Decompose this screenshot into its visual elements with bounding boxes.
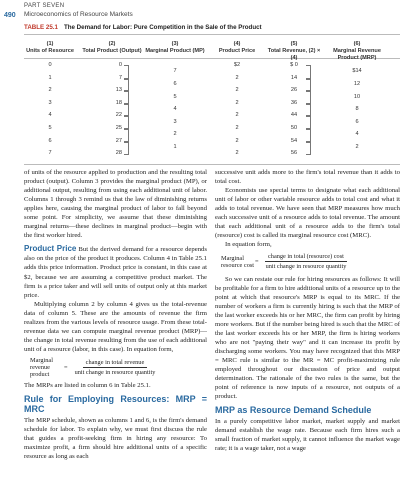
paragraph: The MRPs are listed in column 6 in Table 25.1. xyxy=(24,381,151,389)
table-cell: 2 xyxy=(235,99,239,106)
table-caption: The Demand for Labor: Pure Competition in the Sale of the Product xyxy=(63,24,262,31)
column-title: Units of Resource xyxy=(26,48,74,54)
table-cell: 4 xyxy=(48,112,52,119)
column-title: Marginal Revenue Product (MRP) xyxy=(333,48,381,61)
table-cell: 2 xyxy=(235,150,239,157)
column-header xyxy=(264,41,324,62)
table-cell: 2 xyxy=(48,87,52,94)
table-cell: 18 xyxy=(115,99,122,106)
equation-denominator: unit change in resource quantity xyxy=(74,368,156,376)
column-title: Marginal Product (MP) xyxy=(145,48,205,54)
column-number: (3) xyxy=(171,41,179,47)
table-cell: 3 xyxy=(173,118,177,125)
table-cell: 6 xyxy=(48,137,52,144)
row-bracket xyxy=(306,141,311,156)
column-header xyxy=(327,41,387,62)
paragraph: But the derived demand for a resource depends also on the price of the product it produces. Column 4 in Table 25.1 adds this price information. Product price is constant, in this case at $2, because we are assuming a competitive product market. The firm is a price taker and will sell units of output only at this market price. xyxy=(24,246,207,299)
heading-product-price: Product Price xyxy=(24,244,77,254)
equation-equals: = xyxy=(64,363,68,371)
table-cell: 10 xyxy=(353,93,361,100)
mrp-equation xyxy=(30,357,207,378)
table-cell: 2 xyxy=(173,131,177,138)
table-cell: 7 xyxy=(173,68,177,75)
table-cell: 2 xyxy=(235,87,239,94)
equation-equals: = xyxy=(255,258,259,266)
table-cell: 28 xyxy=(115,150,122,157)
table-cell: $2 xyxy=(233,62,241,68)
table-cell: $14 xyxy=(352,68,362,75)
column-number: (1) xyxy=(46,41,54,47)
table-cell: 5 xyxy=(173,93,177,100)
table-cell: 7 xyxy=(118,74,122,81)
table-cell: 36 xyxy=(290,99,298,106)
section-subtitle: Microeconomics of Resource Markets xyxy=(24,11,133,18)
paragraph: In equation form, xyxy=(225,241,272,249)
table-cell: 5 xyxy=(48,125,52,131)
heading-rule-for-employing: Rule for Employing Resources: MRP = MRC xyxy=(24,393,207,414)
table-cell: $ 0 xyxy=(290,62,298,68)
table-bottom-rule xyxy=(24,164,400,165)
column-header xyxy=(20,41,80,55)
table-cell: 2 xyxy=(235,112,239,119)
equation-numerator: change in total revenue xyxy=(83,358,148,368)
equation-numerator: change in total (resource) cost xyxy=(265,252,347,262)
column-number: (5) xyxy=(290,41,298,47)
table-cell: 56 xyxy=(290,150,298,157)
paragraph: of units of the resource applied to production and the resulting total product (output). Column 3 provides the marginal product (MP), or additional output, resulting from using each additional unit of labor. Columns 1 through 3 remind us that the law of diminishing returns applies here, causing the marginal product of labor to fall beyond some point. For simplicity, we assume that these diminishing marginal returns—these declines in marginal product—begin with the first worker hired. xyxy=(24,169,207,240)
column-number: (2) xyxy=(108,41,116,47)
table-cell: 13 xyxy=(115,87,122,94)
column-title: Product Price xyxy=(218,48,256,54)
column-number: (4) xyxy=(233,41,241,47)
table-cell: 26 xyxy=(290,87,298,94)
paragraph: In a purely competitive labor market, market supply and market demand establish the wage rate. Because each firm hires such a small fraction of market supply, it cannot influence the market wage rate; it is a wage taker, not a wage xyxy=(215,418,400,453)
column-header xyxy=(82,41,142,55)
table-cell: 25 xyxy=(115,125,122,131)
column-title: Total Revenue, (2) × (4) xyxy=(267,48,321,61)
equation-denominator: unit change in resource quantity xyxy=(265,263,347,271)
table-cell: 44 xyxy=(290,112,298,119)
equation-lhs: Marginal revenue product xyxy=(30,356,53,378)
column-header xyxy=(145,41,205,55)
column-header xyxy=(207,41,267,55)
table-cell: 1 xyxy=(173,143,177,150)
table-cell: 8 xyxy=(355,106,359,113)
table-cell: 6 xyxy=(173,80,177,87)
table-cell: 54 xyxy=(290,137,298,144)
table-cell: 2 xyxy=(235,74,239,81)
paragraph: The MRP schedule, shown as columns 1 and 6, is the firm's demand schedule for labor. To explain why, we must first discuss the rule that guides a profit-seeking firm in hiring any resource: To maximize profit, a firm should hire additional units of a specific resource as long as each xyxy=(24,416,207,461)
left-column xyxy=(24,168,207,461)
paragraph: So we can restate our rule for hiring resources as follows: It will be profitable for a firm to hire additional units of a resource up to the point at which that resource's MRP is equal to its MRC. If the number of workers a firm is currently hiring is such that the MRP of the last worker exceeds his or her MRC, the firm can profit by hiring more workers. But if the number being hired is such that the MRC of the last worker exceeds his or her MRP, the firm is hiring workers who are not "paying their way" and it can increase its profit by discharging some workers. You may have recognized that this MRP = MRC rule is similar to the MR = MC profit-maximizing rule employed throughout our discussion of price and output determination. The rationale of the two rules is the same, but the point of reference is now inputs of a resource, not outputs of a product. xyxy=(215,275,400,401)
mrc-equation xyxy=(221,252,400,271)
table-cell: 2 xyxy=(355,143,359,150)
column-title: Total Product (Output) xyxy=(82,48,142,54)
table-cell: 0 xyxy=(48,62,52,68)
part-label: PART SEVEN xyxy=(24,3,65,9)
table-cell: 2 xyxy=(235,137,239,144)
table-cell: 27 xyxy=(115,137,122,144)
heading-mrp-demand: MRP as Resource Demand Schedule xyxy=(215,405,372,416)
column-number: (6) xyxy=(353,41,361,47)
table-cell: 14 xyxy=(290,74,298,81)
row-bracket xyxy=(124,141,129,156)
table-cell: 4 xyxy=(173,106,177,113)
table-label: TABLE 25.1 xyxy=(24,24,58,31)
table-cell: 6 xyxy=(355,118,359,125)
table-cell: 7 xyxy=(48,150,52,157)
table-cell: 2 xyxy=(235,125,239,131)
table-cell: 12 xyxy=(353,80,361,87)
table-cell: 3 xyxy=(48,99,52,106)
paragraph: Multiplying column 2 by column 4 gives us the total-revenue data of column 5. These are the amounts of revenue the firm realizes from the various levels of resource usage. From these total-revenue data we can compute marginal revenue product (MRP)—the change in total revenue resulting from the use of each additional unit of a resource (labor, in this case). In equation form, xyxy=(24,300,207,353)
table-top-rule xyxy=(24,34,400,35)
equation-lhs: Marginal resource cost xyxy=(221,254,255,269)
paragraph: successive unit adds more to the firm's total revenue than it adds to total cost. xyxy=(215,169,400,186)
right-column xyxy=(215,168,400,453)
page-number: 490 xyxy=(4,12,16,19)
table-cell: 0 xyxy=(118,62,122,68)
paragraph: Economists use special terms to designate what each additional unit of labor or other variable resource adds to total cost and what it adds to total revenue. We have seen that MRP measures how much each successive unit of a resource adds to total revenue. The amount that each additional unit of a resource adds to the firm's total (resource) cost is called its marginal resource cost (MRC). xyxy=(215,187,400,240)
table-cell: 50 xyxy=(290,125,298,131)
table-cell: 4 xyxy=(355,131,359,138)
table-title xyxy=(24,24,262,31)
table-cell: 1 xyxy=(48,74,52,81)
table-cell: 22 xyxy=(115,112,122,119)
